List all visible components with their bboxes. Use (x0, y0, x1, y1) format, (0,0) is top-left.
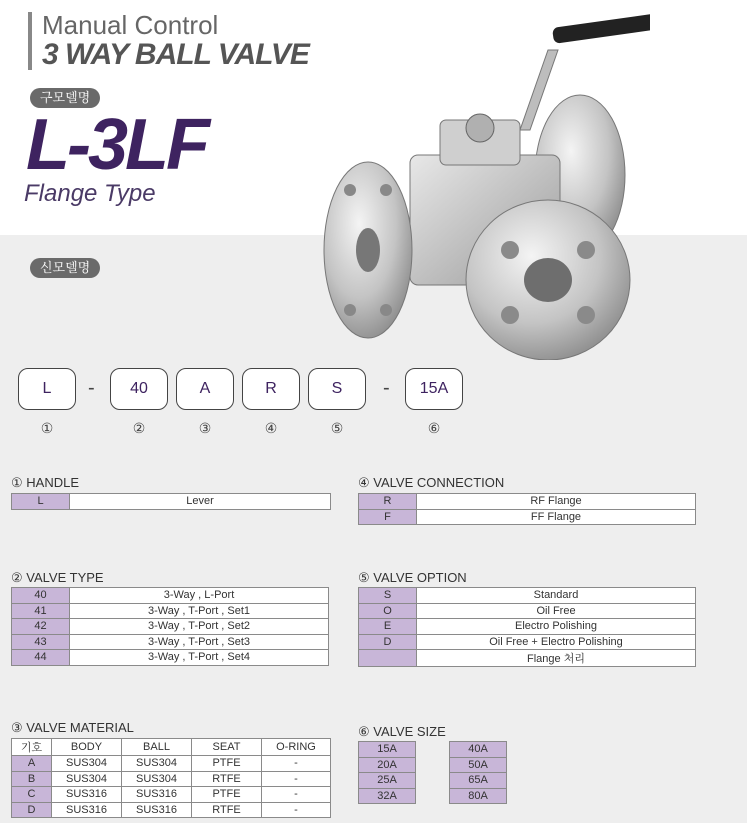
valve-type-table (11, 587, 329, 666)
table-row: 42 3-Way , T-Port , Set2 (12, 619, 329, 635)
new-model-label: 신모델명 (30, 258, 100, 278)
table-row: Flange 처리 (359, 650, 696, 667)
table-row: 15A (359, 742, 416, 758)
table-row: F FF Flange (359, 509, 696, 525)
code-number: ② (132, 420, 146, 436)
table-row: L Lever (12, 494, 331, 510)
valve-size-table-1 (358, 741, 416, 804)
model-subtitle: Flange Type (24, 180, 156, 207)
valve-option-title: ⑤ VALVE OPTION (358, 570, 467, 585)
table-row: 44 3-Way , T-Port , Set4 (12, 650, 329, 666)
table-row: B SUS304 SUS304 RTFE - (12, 771, 331, 787)
valve-image (320, 10, 650, 360)
code-part-option: S (308, 368, 366, 410)
header-line2: 3 WAY BALL VALVE (42, 38, 309, 71)
code-number: ③ (198, 420, 212, 436)
code-part-type: 40 (110, 368, 168, 410)
table-row: O Oil Free (359, 603, 696, 619)
table-row: 40 3-Way , L-Port (12, 588, 329, 604)
table-row: 40A (450, 742, 507, 758)
table-row: R RF Flange (359, 494, 696, 510)
handle-table (11, 493, 331, 510)
table-row: 43 3-Way , T-Port , Set3 (12, 634, 329, 650)
table-row: 80A (450, 788, 507, 804)
table-row: S Standard (359, 588, 696, 604)
table-row: 25A (359, 773, 416, 789)
valve-connection-title: ④ VALVE CONNECTION (358, 475, 505, 490)
table-row: 65A (450, 773, 507, 789)
valve-material-table (11, 738, 331, 818)
table-row: 41 3-Way , T-Port , Set1 (12, 603, 329, 619)
table-row: E Electro Polishing (359, 619, 696, 635)
handle-title: ① HANDLE (11, 475, 80, 490)
code-separator: - (383, 377, 390, 399)
code-number: ⑤ (330, 420, 344, 436)
code-number: ⑥ (427, 420, 441, 436)
valve-size-title: ⑥ VALVE SIZE (358, 724, 446, 739)
code-part-handle: L (18, 368, 76, 410)
table-row: 32A (359, 788, 416, 804)
table-row: C SUS316 SUS316 PTFE - (12, 787, 331, 803)
table-row: A SUS304 SUS304 PTFE - (12, 756, 331, 772)
valve-option-table (358, 587, 696, 667)
valve-size-table-2 (449, 741, 507, 804)
code-part-connection: R (242, 368, 300, 410)
model-name: L-3LF (26, 105, 207, 185)
table-row: D SUS316 SUS316 RTFE - (12, 802, 331, 818)
valve-material-title: ③ VALVE MATERIAL (11, 720, 134, 735)
header-accent-bar (28, 12, 32, 70)
valve-connection-table (358, 493, 696, 525)
table-header-row: 기호 BODY BALL SEAT O-RING (12, 739, 331, 756)
code-part-material: A (176, 368, 234, 410)
table-row: D Oil Free + Electro Polishing (359, 634, 696, 650)
table-row: 20A (359, 757, 416, 773)
valve-type-title: ② VALVE TYPE (11, 570, 104, 585)
code-part-size: 15A (405, 368, 463, 410)
old-model-label: 구모델명 (30, 88, 100, 108)
table-row: 50A (450, 757, 507, 773)
header-line1: Manual Control (42, 10, 219, 40)
code-separator: - (88, 377, 95, 399)
code-number: ① (40, 420, 54, 436)
code-number: ④ (264, 420, 278, 436)
